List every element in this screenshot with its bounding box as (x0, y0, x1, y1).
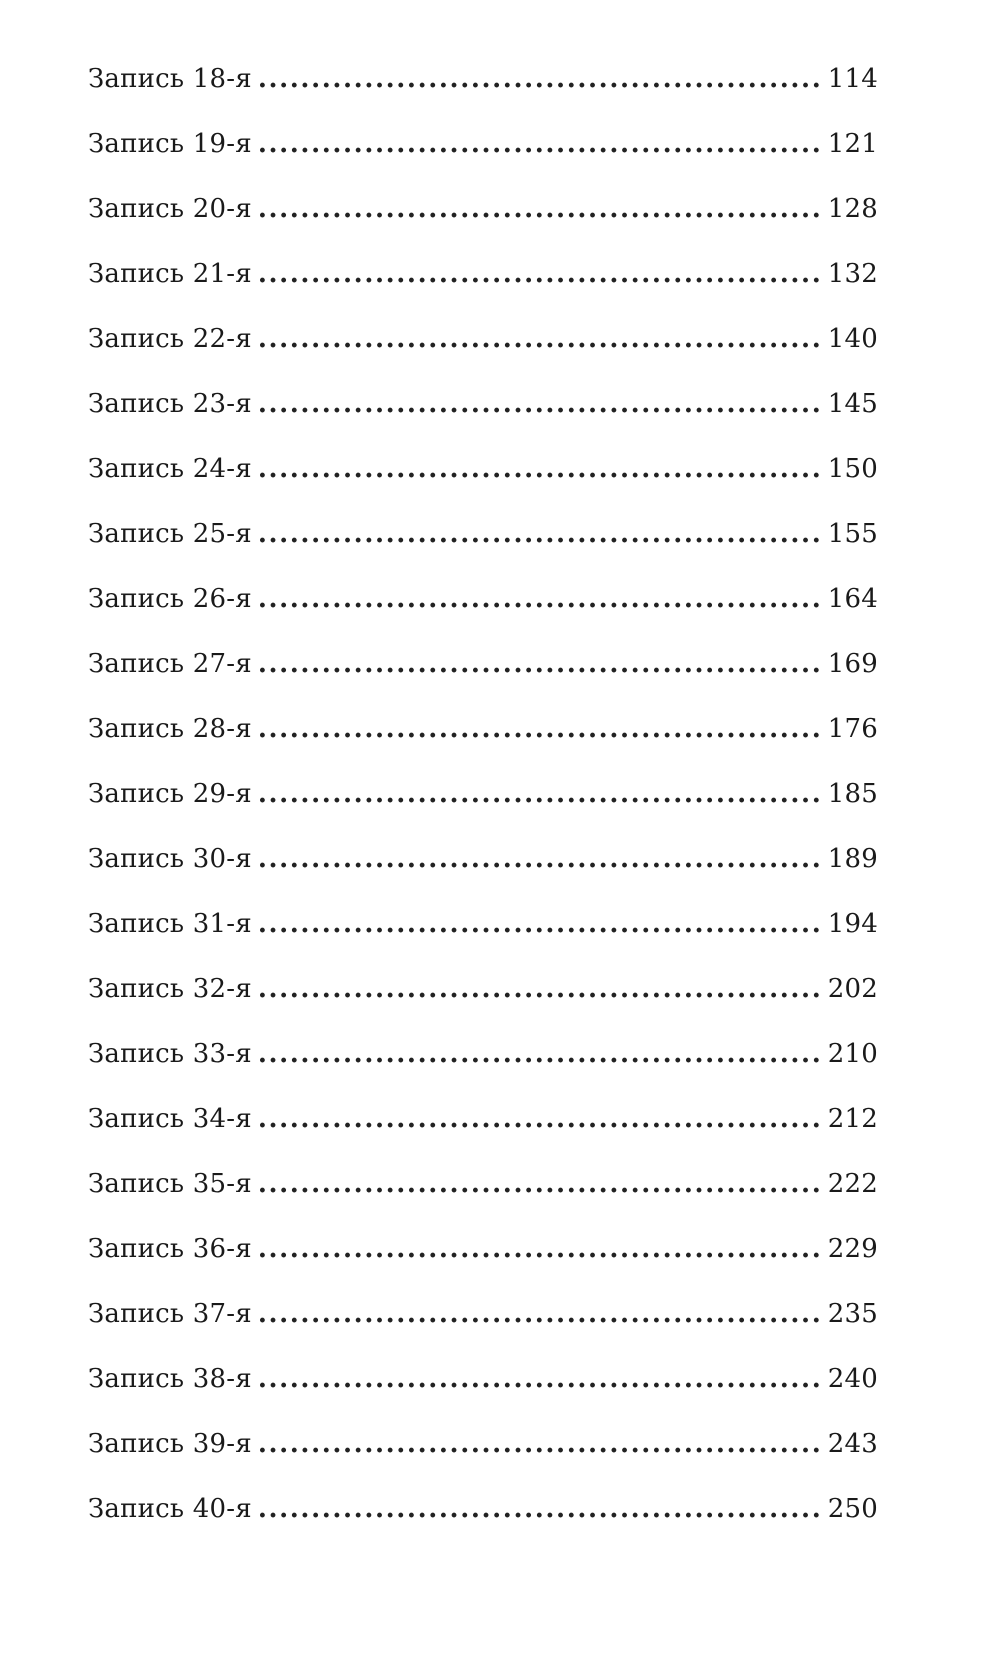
toc-entry[interactable] (88, 1364, 878, 1429)
dot-leader (258, 714, 824, 744)
toc-entry-title: Запись 27-я (88, 649, 252, 679)
toc-entry-title: Запись 22-я (88, 324, 252, 354)
toc-page-number: 176 (827, 714, 878, 744)
dot-leader (258, 1299, 824, 1329)
toc-entry[interactable] (88, 974, 878, 1039)
toc-entry[interactable] (88, 1494, 878, 1559)
toc-entry-title: Запись 18-я (88, 64, 252, 94)
toc-entry[interactable] (88, 129, 878, 194)
toc-entry[interactable] (88, 649, 878, 714)
toc-entry-title: Запись 29-я (88, 779, 252, 809)
dot-leader (258, 1039, 824, 1069)
toc-page-number: 185 (827, 779, 878, 809)
toc-page-number: 240 (827, 1364, 878, 1394)
toc-entry-title: Запись 28-я (88, 714, 252, 744)
dot-leader (258, 1429, 824, 1459)
dot-leader (258, 584, 824, 614)
dot-leader (258, 194, 824, 224)
toc-entry[interactable] (88, 1234, 878, 1299)
toc-entry-title: Запись 36-я (88, 1234, 252, 1264)
toc-page-number: 229 (827, 1234, 878, 1264)
toc-entry[interactable] (88, 1429, 878, 1494)
dot-leader (258, 64, 824, 94)
toc-entry-title: Запись 20-я (88, 194, 252, 224)
toc-entry[interactable] (88, 259, 878, 324)
toc-entry-title: Запись 34-я (88, 1104, 252, 1134)
toc-page-number: 194 (827, 909, 878, 939)
toc-entry-title: Запись 23-я (88, 389, 252, 419)
toc-page-number: 145 (827, 389, 878, 419)
dot-leader (258, 129, 824, 159)
toc-entry[interactable] (88, 1299, 878, 1364)
toc-entry-title: Запись 35-я (88, 1169, 252, 1199)
dot-leader (258, 974, 824, 1004)
toc-entry[interactable] (88, 779, 878, 844)
toc-page-number: 169 (827, 649, 878, 679)
toc-page-number: 132 (827, 259, 878, 289)
toc-entry-title: Запись 38-я (88, 1364, 252, 1394)
toc-page-number: 243 (827, 1429, 878, 1459)
toc-entry-title: Запись 39-я (88, 1429, 252, 1459)
toc-entry[interactable] (88, 1104, 878, 1169)
table-of-contents (88, 64, 878, 1559)
toc-entry-title: Запись 31-я (88, 909, 252, 939)
toc-entry[interactable] (88, 909, 878, 974)
toc-entry[interactable] (88, 64, 878, 129)
toc-entry-title: Запись 37-я (88, 1299, 252, 1329)
dot-leader (258, 1169, 824, 1199)
dot-leader (258, 844, 824, 874)
toc-entry-title: Запись 21-я (88, 259, 252, 289)
dot-leader (258, 1234, 824, 1264)
toc-entry-title: Запись 19-я (88, 129, 252, 159)
toc-page-number: 128 (827, 194, 878, 224)
dot-leader (258, 454, 824, 484)
toc-page-number: 114 (827, 64, 878, 94)
toc-entry[interactable] (88, 1039, 878, 1104)
dot-leader (258, 1494, 824, 1524)
dot-leader (258, 1364, 824, 1394)
toc-page-number: 212 (827, 1104, 878, 1134)
dot-leader (258, 909, 824, 939)
toc-entry-title: Запись 32-я (88, 974, 252, 1004)
toc-page-number: 235 (827, 1299, 878, 1329)
toc-page-number: 250 (827, 1494, 878, 1524)
toc-entry-title: Запись 33-я (88, 1039, 252, 1069)
toc-entry[interactable] (88, 714, 878, 779)
dot-leader (258, 1104, 824, 1134)
dot-leader (258, 519, 824, 549)
toc-page-number: 155 (827, 519, 878, 549)
toc-entry[interactable] (88, 194, 878, 259)
toc-page-number: 210 (827, 1039, 878, 1069)
toc-page-number: 222 (827, 1169, 878, 1199)
toc-page-number: 202 (827, 974, 878, 1004)
toc-page-number: 140 (827, 324, 878, 354)
toc-entry[interactable] (88, 844, 878, 909)
toc-entry-title: Запись 26-я (88, 584, 252, 614)
dot-leader (258, 649, 824, 679)
toc-entry-title: Запись 30-я (88, 844, 252, 874)
toc-entry[interactable] (88, 584, 878, 649)
dot-leader (258, 389, 824, 419)
toc-entry[interactable] (88, 454, 878, 519)
toc-entry[interactable] (88, 389, 878, 454)
toc-page-number: 164 (827, 584, 878, 614)
toc-entry-title: Запись 25-я (88, 519, 252, 549)
dot-leader (258, 324, 824, 354)
toc-page-number: 189 (827, 844, 878, 874)
toc-entry-title: Запись 24-я (88, 454, 252, 484)
toc-page-number: 121 (827, 129, 878, 159)
toc-entry[interactable] (88, 324, 878, 389)
toc-entry[interactable] (88, 1169, 878, 1234)
toc-entry[interactable] (88, 519, 878, 584)
toc-page-number: 150 (827, 454, 878, 484)
dot-leader (258, 259, 824, 289)
dot-leader (258, 779, 824, 809)
toc-entry-title: Запись 40-я (88, 1494, 252, 1524)
